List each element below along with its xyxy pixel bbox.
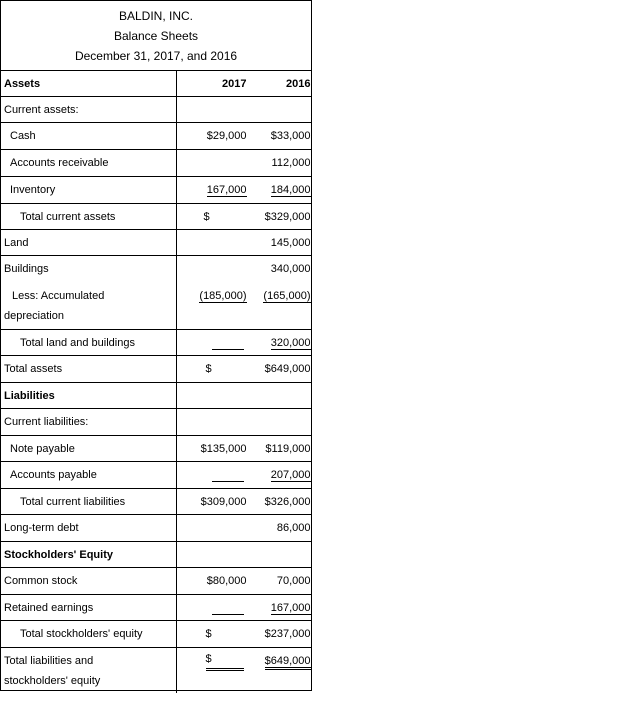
table-row xyxy=(1,356,311,383)
table-row xyxy=(1,515,311,542)
cash-2016: $33,000 xyxy=(270,130,311,142)
current-liabilities-label: Current liabilities: xyxy=(1,409,176,436)
statement-dates: December 31, 2017, and 2016 xyxy=(74,49,238,63)
long-term-debt-label: Long-term debt xyxy=(1,515,176,542)
total-liabilities-equity-2017: $ xyxy=(206,651,244,671)
stockholders-equity-total-label: stockholders' equity xyxy=(4,675,101,687)
note-payable-2016: $119,000 xyxy=(265,443,311,455)
table-row xyxy=(1,204,311,230)
accounts-receivable-label: Accounts receivable xyxy=(1,150,176,177)
total-current-assets-2017: $ xyxy=(203,211,210,223)
current-assets-label: Current assets: xyxy=(1,97,176,123)
table-row xyxy=(1,409,311,436)
table-row xyxy=(1,489,311,515)
table-row xyxy=(1,462,311,489)
accumulated-depreciation-2016: (165,000) xyxy=(263,290,311,302)
accumulated-depreciation-2017: (185,000) xyxy=(199,290,247,302)
total-current-liabilities-label: Total current liabilities xyxy=(1,489,176,515)
balance-sheet xyxy=(0,0,312,691)
buildings-2016: 340,000 xyxy=(270,263,311,275)
common-stock-2017: $80,000 xyxy=(206,575,247,587)
accounts-receivable-2016: 112,000 xyxy=(271,157,311,169)
table-row xyxy=(1,568,311,595)
depreciation-label: depreciation xyxy=(4,310,64,322)
year-2017-header: 2017 xyxy=(222,78,247,90)
statement-header xyxy=(1,1,311,70)
total-land-buildings-label: Total land and buildings xyxy=(1,330,176,356)
table-row xyxy=(1,177,311,204)
inventory-2017: 167,000 xyxy=(206,184,247,196)
long-term-debt-2016: 86,000 xyxy=(276,522,311,534)
total-current-liabilities-2017: $309,000 xyxy=(200,496,247,508)
balance-sheet-table xyxy=(1,70,311,693)
company-name: BALDIN, INC. xyxy=(118,9,193,23)
total-assets-2016: $649,000 xyxy=(264,363,311,375)
table-row xyxy=(1,595,311,621)
accounts-payable-label: Accounts payable xyxy=(1,462,176,489)
buildings-label: Buildings xyxy=(4,263,49,275)
retained-earnings-2016: 167,000 xyxy=(270,602,311,614)
table-row xyxy=(1,230,311,256)
column-header-row xyxy=(1,71,311,97)
table-row xyxy=(1,383,311,409)
table-row xyxy=(1,256,311,330)
statement-title: Balance Sheets xyxy=(113,29,199,43)
total-stockholders-equity-2017: $ xyxy=(205,628,212,640)
total-assets-2017: $ xyxy=(205,363,212,375)
less-accumulated-label: Less: Accumulated xyxy=(12,290,105,302)
cash-2017: $29,000 xyxy=(206,130,247,142)
accounts-payable-2016: 207,000 xyxy=(270,469,311,481)
assets-column-header: Assets xyxy=(1,71,176,97)
total-current-assets-2016: $329,000 xyxy=(264,211,311,223)
table-row xyxy=(1,330,311,356)
note-payable-2017: $135,000 xyxy=(200,443,247,455)
inventory-2016: 184,000 xyxy=(270,184,311,196)
table-row xyxy=(1,150,311,177)
table-row xyxy=(1,542,311,568)
total-liabilities-equity-2016: $649,000 xyxy=(265,655,311,670)
year-2016-header: 2016 xyxy=(286,78,311,90)
inventory-label: Inventory xyxy=(1,177,176,204)
total-stockholders-equity-2016: $237,000 xyxy=(264,628,311,640)
table-row xyxy=(1,621,311,648)
retained-earnings-label: Retained earnings xyxy=(1,595,176,621)
common-stock-2016: 70,000 xyxy=(276,575,311,587)
total-assets-label: Total assets xyxy=(1,356,176,383)
table-row xyxy=(1,123,311,150)
cash-label: Cash xyxy=(1,123,176,150)
land-2016: 145,000 xyxy=(270,237,311,249)
total-stockholders-equity-label: Total stockholders' equity xyxy=(1,621,176,648)
stockholders-equity-heading: Stockholders' Equity xyxy=(1,542,176,568)
blank-underline-2017 xyxy=(212,614,244,615)
total-liabilities-label: Total liabilities and xyxy=(4,655,94,667)
total-current-assets-label: Total current assets xyxy=(1,204,176,230)
liabilities-heading: Liabilities xyxy=(1,383,176,409)
land-label: Land xyxy=(1,230,176,256)
table-row xyxy=(1,97,311,123)
blank-underline-2017 xyxy=(212,349,244,350)
note-payable-label: Note payable xyxy=(1,436,176,462)
total-current-liabilities-2016: $326,000 xyxy=(264,496,311,508)
table-row xyxy=(1,648,311,693)
total-land-buildings-2016: 320,000 xyxy=(270,337,311,349)
table-row xyxy=(1,436,311,462)
blank-underline-2017 xyxy=(212,481,244,482)
common-stock-label: Common stock xyxy=(1,568,176,595)
